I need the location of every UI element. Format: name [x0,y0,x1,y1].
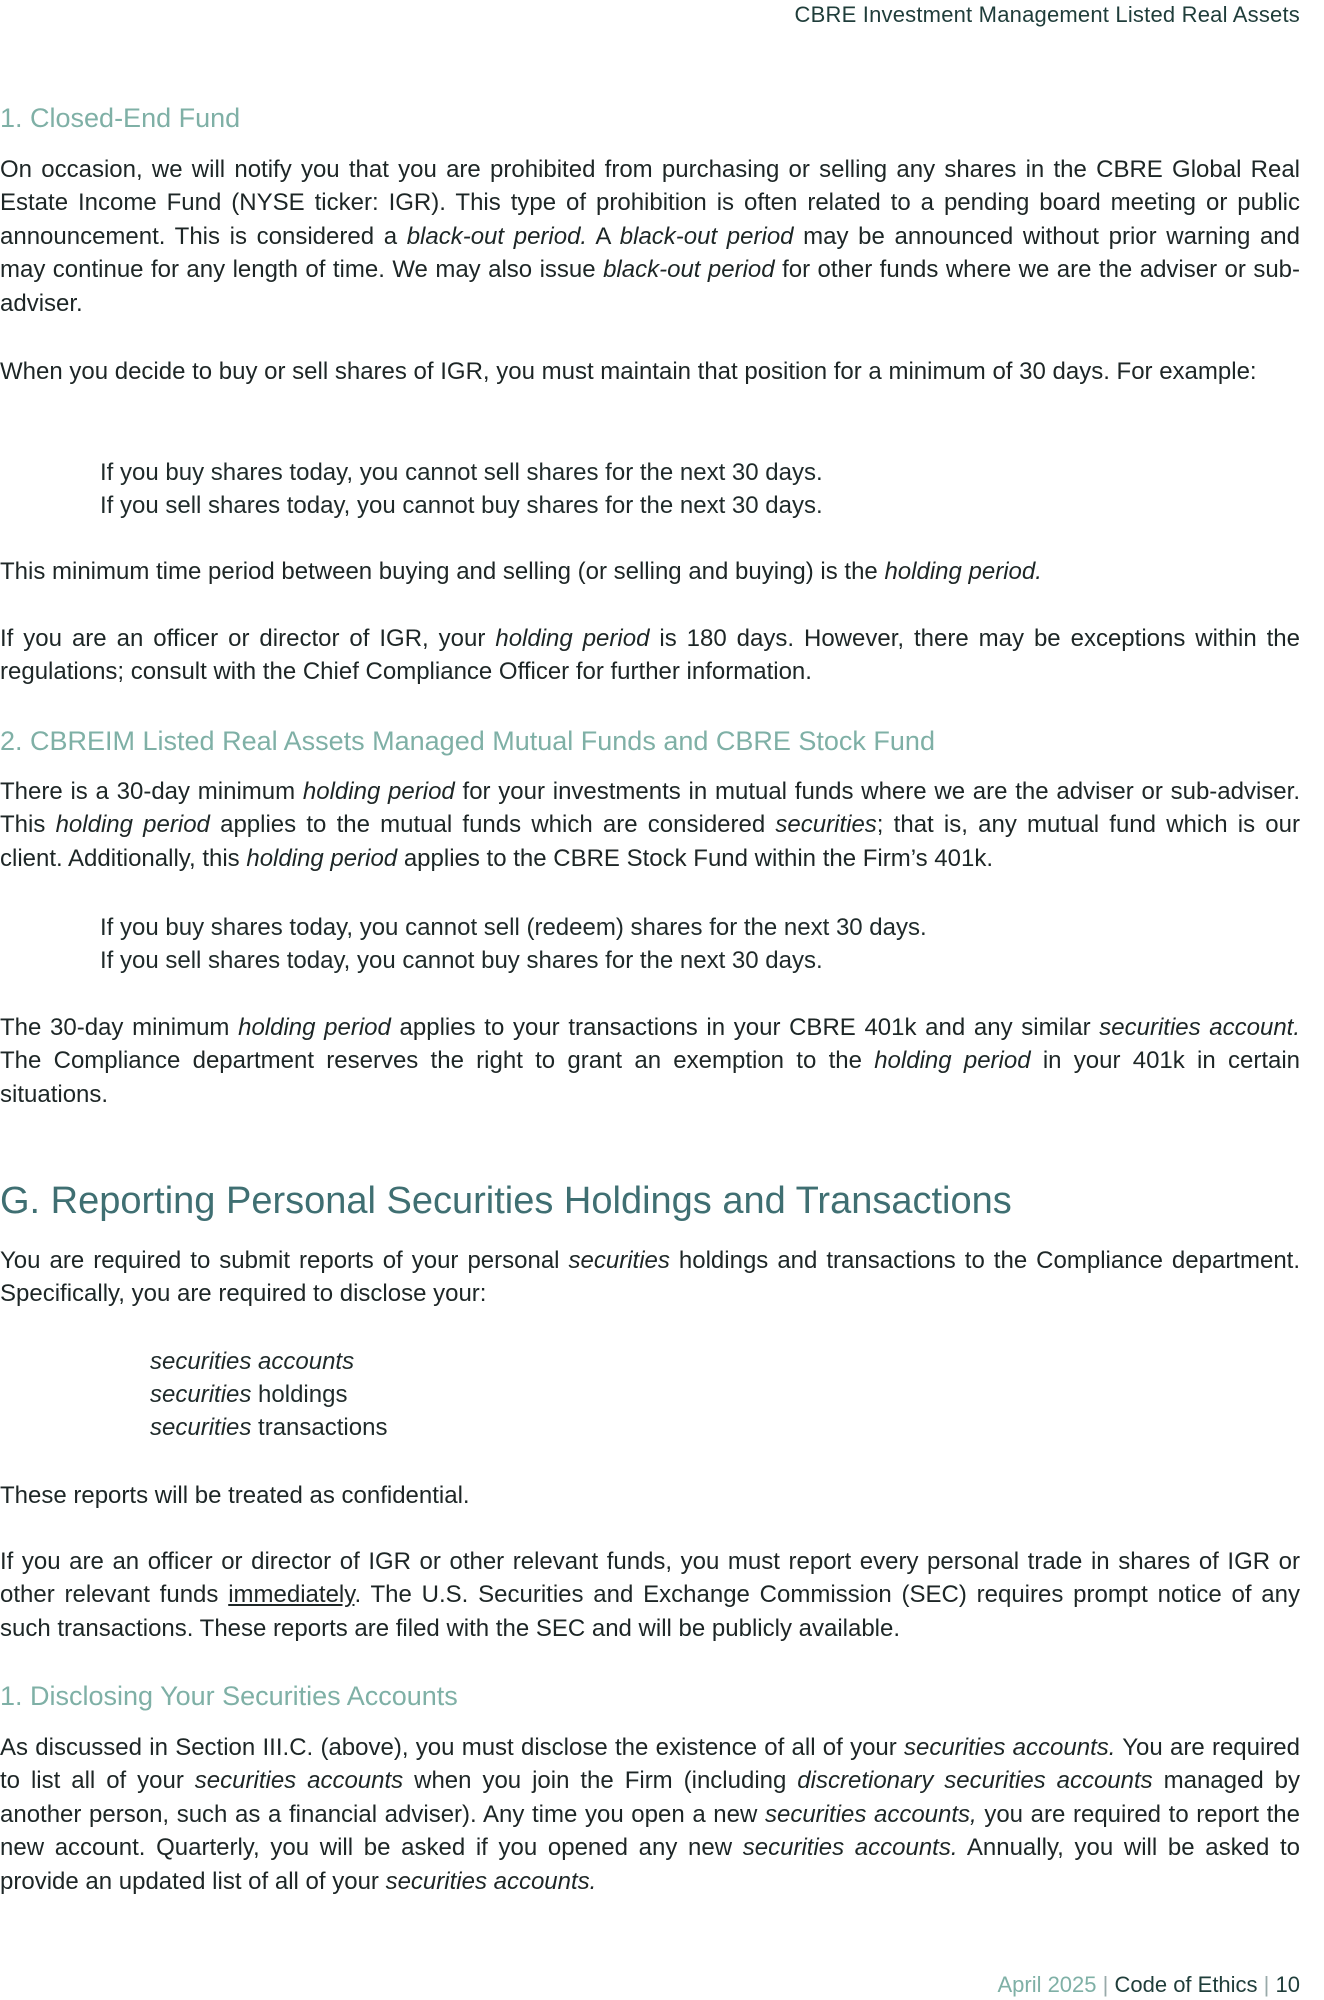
paragraph-officer-holding-period: If you are an officer or director of IGR, your holding period is 180 days. However, there may be exceptions within the regulations; consult with the Chief Compliance Officer for further information. [0,625,1300,686]
paragraph-minimum-position: When you decide to buy or sell shares of IGR, you must maintain that position for a minimum of 30 days. For example: [0,358,1257,385]
list-item: securities transactions [150,1414,388,1441]
list-item: securities accounts [150,1348,355,1375]
paragraph-confidential: These reports will be treated as confidential. [0,1482,470,1509]
paragraph-401k-holding: The 30-day minimum holding period applies to your transactions in your CBRE 401k and any similar securities account. The Compliance department reserves the right to grant an exemption to the holding period in your 401k in certain situations. [0,1014,1301,1108]
subsection-heading-closed-end-fund: 1. Closed-End Fund [0,103,241,133]
paragraph-disclosing-accounts: As discussed in Section III.C. (above), you must disclose the existence of all of your securities accounts. You are required to list all of your securities accounts when you join the Firm (including discretionary securities accounts managed by another person, such as a financial adviser). Any time you open a new securities accounts, you are required to report the new account. Quarterly, you will be asked if you opened any new securities accounts. Annually, you will be asked to provide an updated list of all of your securities accounts. [0,1734,1301,1895]
paragraph-black-out-period: On occasion, we will notify you that you are prohibited from purchasing or selling any shares in the CBRE Global Real Estate Income Fund (NYSE ticker: IGR). This type of prohibition is often related to a pending board meeting or public announcement. This is considered a black-out period. A black-out period may be announced without prior warning and may continue for any length of time. We may also issue black-out period for other funds where we are the adviser or sub-adviser. [0,156,1301,317]
paragraph-reporting-requirement: You are required to submit reports of your personal securities holdings and transactions to the Compliance department. Specifically, you are required to disclose your: [0,1247,1300,1308]
paragraph-mutual-fund-holding: There is a 30-day minimum holding period for your investments in mutual funds where we are the adviser or sub-adviser. This holding period applies to the mutual funds which are considered securities; that is, any mutual fund which is our client. Additionally, this holding period applies to the CBRE Stock Fund within the Firm’s 401k. [0,778,1300,872]
running-header: CBRE Investment Management Listed Real Assets [794,2,1300,27]
page-number: 10 [1275,1972,1300,1997]
paragraph-holding-period-definition: This minimum time period between buying and selling (or selling and buying) is the holding period. [0,558,1042,585]
example-buy-redeem: If you buy shares today, you cannot sell (redeem) shares for the next 30 days. [100,914,927,941]
section-heading-reporting: G. Reporting Personal Securities Holdings and Transactions [0,1180,1012,1222]
footer-separator: | [1257,1972,1276,1997]
footer-title: Code of Ethics [1114,1972,1258,1997]
page-footer [997,1972,1300,1998]
subsection-heading-disclosing-accounts: 1. Disclosing Your Securities Accounts [0,1681,458,1711]
example-sell-2: If you sell shares today, you cannot buy shares for the next 30 days. [100,947,823,974]
paragraph-officer-reporting: If you are an officer or director of IGR or other relevant funds, you must report every personal trade in shares of IGR or other relevant funds immediately. The U.S. Securities and Exchange Commission (SEC) requires prompt notice of any such transactions. These reports are filed with the SEC and will be publicly available. [0,1548,1300,1642]
example-buy: If you buy shares today, you cannot sell shares for the next 30 days. [100,459,823,486]
subsection-heading-mutual-funds: 2. CBREIM Listed Real Assets Managed Mutual Funds and CBRE Stock Fund [0,726,935,756]
example-sell: If you sell shares today, you cannot buy shares for the next 30 days. [100,492,823,519]
list-item: securities holdings [150,1381,348,1408]
footer-date: April 2025 [997,1972,1097,1997]
footer-separator: | [1096,1972,1115,1997]
